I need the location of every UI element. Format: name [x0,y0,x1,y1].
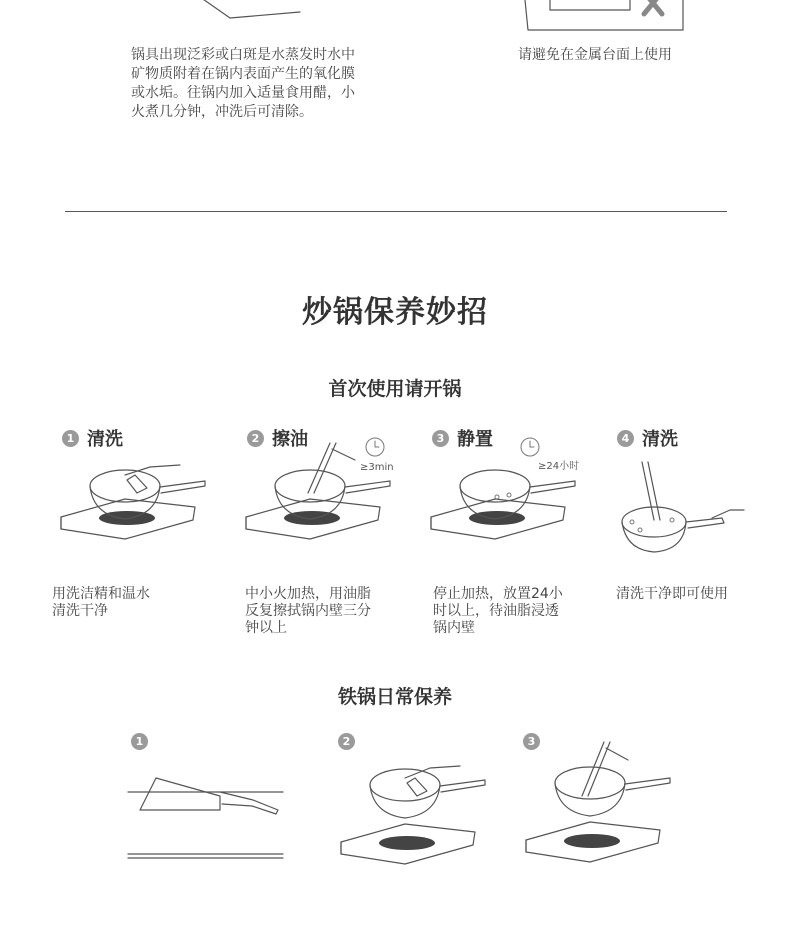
step-number-badge: 2 [247,430,264,447]
daily-step-2-badge: 2 [338,733,355,750]
oil-pan-illustration [240,435,400,540]
step-label: 清洗 [642,429,678,450]
step-4-heading [617,425,678,451]
daily-care-title: 铁锅日常保养 [337,686,452,708]
svg-text:≥24小时: ≥24小时 [538,461,580,472]
daily-step-3-badge: 3 [523,733,540,750]
wash-pan-illustration [55,455,215,540]
section-divider [65,211,727,212]
step-label: 擦油 [272,429,308,450]
step-label: 清洗 [87,429,123,450]
cross-icon [644,0,662,14]
svg-text:≥3min: ≥3min [360,462,394,473]
step-number-badge: 4 [617,430,634,447]
step-3-description: 停止加热，放置24小 时以上，待油脂浸透 锅内壁 [433,586,563,636]
step-number-badge: 1 [62,430,79,447]
step-number-badge: 3 [432,430,449,447]
step-4-description: 清洗干净即可使用 [616,586,728,602]
daily-wash-illustration [335,760,495,865]
step-1-heading [62,425,123,451]
daily-oil-illustration [520,738,680,863]
metal-countertop-warning-illustration [520,0,690,40]
step-1-description: 用洗洁精和温水 清洗干净 [52,586,150,619]
metal-surface-note: 请避免在金属台面上使用 [518,47,672,63]
pan-on-stove-illustration-top [180,0,300,30]
first-use-title: 首次使用请开锅 [328,378,462,400]
pan-drying-illustration [128,770,288,865]
section-title: 炒锅保养妙招 [302,295,488,330]
final-wash-illustration [612,460,762,560]
step-label: 静置 [457,429,493,450]
rest-pan-illustration [425,435,585,565]
discoloration-note: 锅具出现泛彩或白斑是水蒸发时水中 矿物质附着在锅内表面产生的氧化膜 或水垢。往锅内加入适量食用醋，小 火煮几分钟，冲洗后可清除。 [131,47,355,120]
daily-step-1-badge: 1 [131,733,148,750]
step-2-description: 中小火加热，用油脂 反复擦拭锅内壁三分 钟以上 [245,586,371,636]
